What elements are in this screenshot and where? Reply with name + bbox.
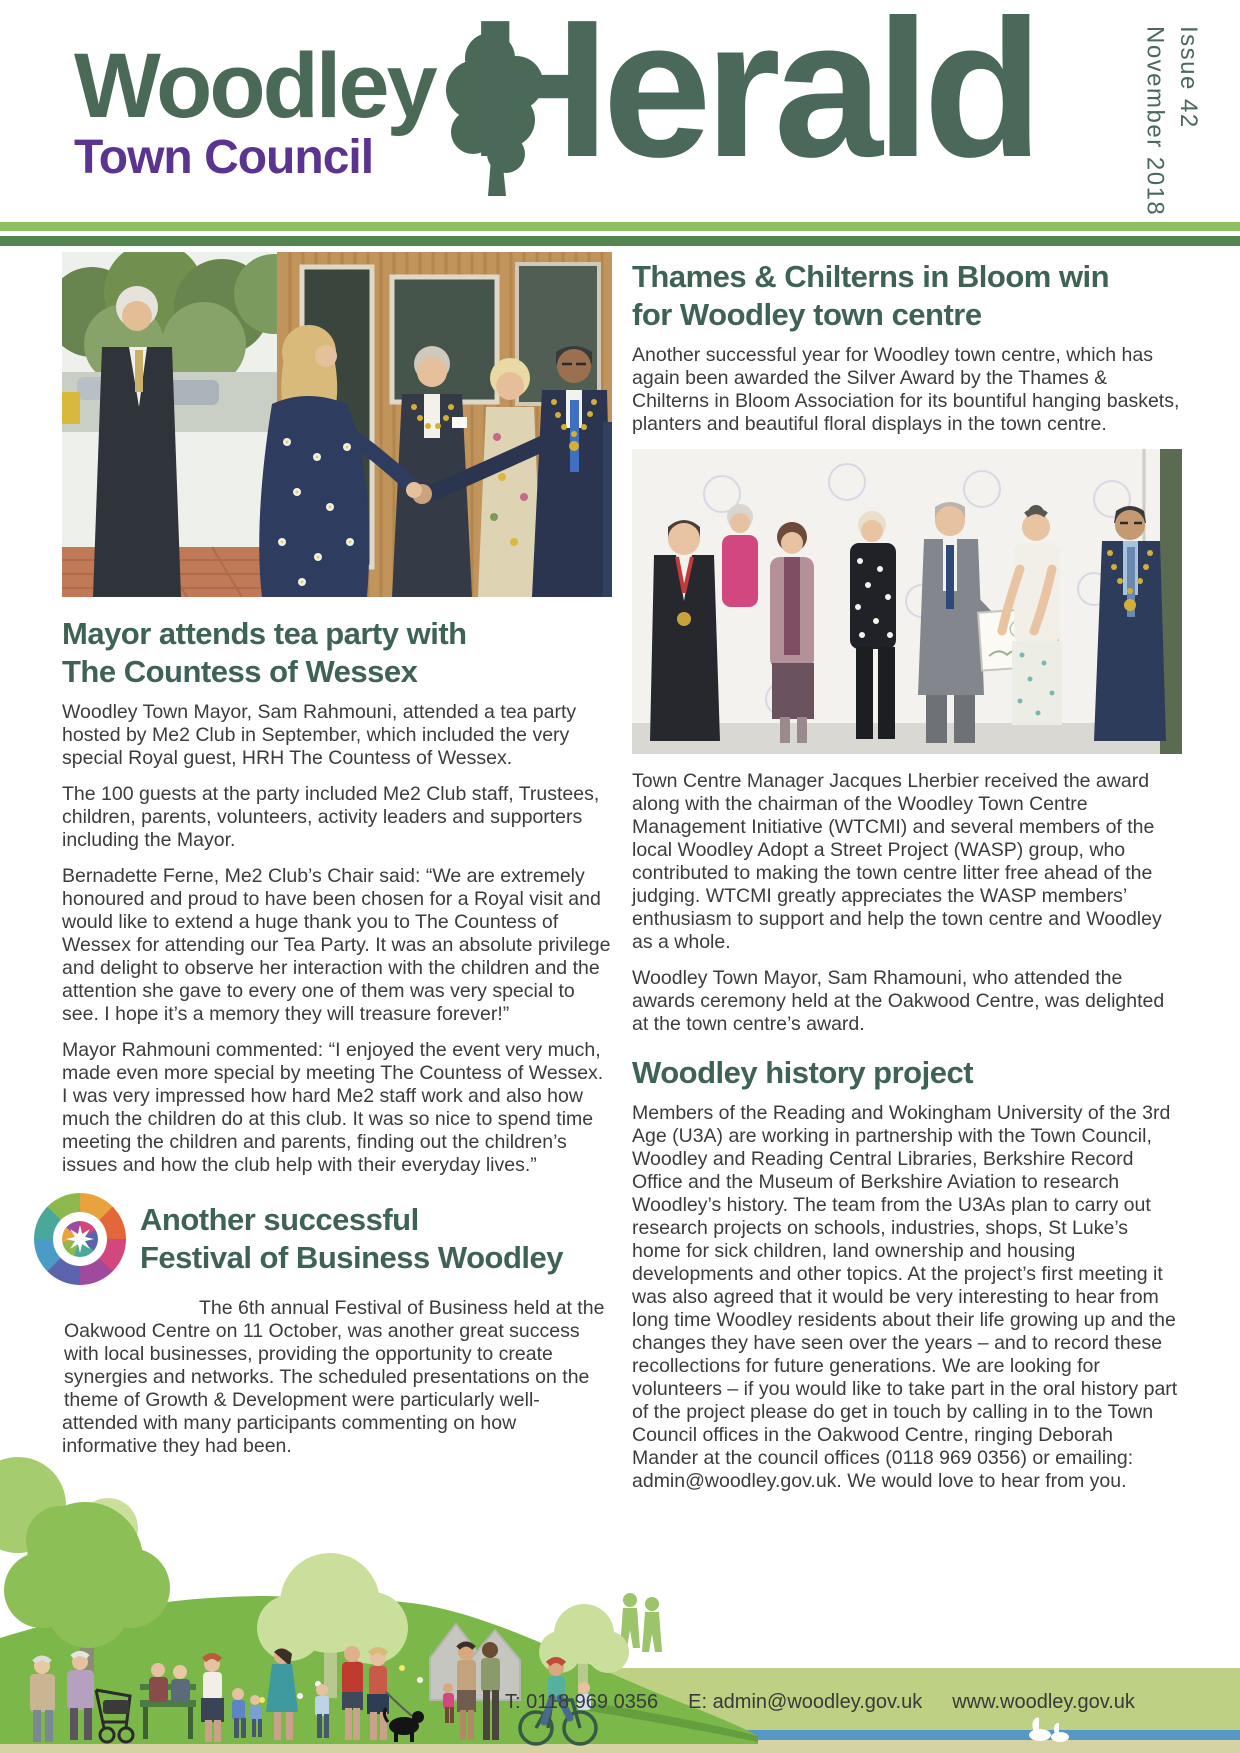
boy-small [315, 1684, 329, 1738]
text-wrap-spacer [94, 1297, 199, 1320]
footer-phone: T: 0118 969 0356 [505, 1691, 659, 1713]
bloom-award-photo [632, 449, 1182, 754]
text-wrap-spacer [64, 1297, 94, 1320]
festival-heading [140, 1201, 563, 1277]
tea-party-heading-line1: Mayor attends tea party with [62, 616, 467, 651]
masthead-title: Herald [468, 0, 1037, 198]
footer-email: E: admin@woodley.gov.uk [688, 1691, 923, 1713]
bloom-heading-line1: Thames & Chilterns in Bloom win [632, 259, 1110, 294]
tea-party-paragraph: The 100 guests at the party included Me2 Club staff, Trustees, children, parents, volunteers, activity leaders and supporters including the Mayor. [62, 783, 600, 851]
star-icon [62, 1221, 98, 1257]
tea-party-paragraph: Bernadette Ferne, Me2 Club’s Chair said: “We are extremely honoured and proud to have been chosen for a Royal visit and would like to extend a huge thank you to The Countess of Wessex for attending our Tea Party. It was an absolute privilege and delight to observe her interaction with the children and the attention she gave to every one of them was very special to see. I hope it’s a memory they will treasure forever!” [62, 865, 611, 1025]
festival-heading-line2: Festival of Business Woodley [140, 1240, 563, 1275]
council-logo [74, 35, 435, 184]
issue-block [1138, 26, 1205, 216]
logo-town-council-text: Town Council [74, 131, 374, 184]
issue-date: November 2018 [1141, 26, 1169, 217]
tea-party-paragraph: Mayor Rahmouni commented: “I enjoyed the event very much, made even more special by meeting The Countess of Wessex. I was very impressed how hard Me2 staff work and also how much the children do at this club. It was so nice to spend time meeting the children and parents, finding out the children’s issues and how the club help with their everyday lives.” [62, 1039, 604, 1176]
history-heading: Woodley history project [632, 1055, 974, 1090]
divider-dark-green [0, 236, 1240, 246]
bloom-paragraph: Another successful year for Woodley town centre, which has again been awarded the Silver Award by the Thames & Chilterns in Bloom Association for its bountiful hanging baskets, planters and beautiful floral displays in the town centre. [632, 344, 1180, 435]
festival-section-header [62, 1193, 612, 1285]
footer-contact-strip [505, 1691, 1135, 1714]
photo-figure-hearts-woman [850, 511, 896, 739]
photo-figure-pink-woman [722, 504, 758, 607]
festival-of-business-logo-icon [34, 1193, 126, 1285]
bloom-heading [632, 258, 1182, 334]
tea-party-paragraph: Woodley Town Mayor, Sam Rahmouni, attended a tea party hosted by Me2 Club in September, which included the very special Royal guest, HRH The Countess of Wessex. [62, 701, 577, 769]
issue-number: Issue 42 [1175, 26, 1203, 129]
left-column [62, 252, 612, 1471]
festival-heading-line1: Another successful [140, 1202, 419, 1237]
logo-woodley-text: Woodley [74, 35, 435, 137]
festival-paragraph: The 6th annual Festival of Business held at the Oakwood Centre on 11 October, was another great success with local businesses, providing the opportunity to create synergies and networks. The scheduled presentations on the theme of Growth & Development were particularly well-attended with many participants commenting on how informative they had been. [62, 1297, 605, 1457]
divider-light-green [0, 222, 1240, 231]
bloom-paragraph: Woodley Town Mayor, Sam Rhamouni, who attended the awards ceremony held at the Oakwood Centre, was delighted at the town centre’s award. [632, 967, 1165, 1035]
bloom-heading-line2: for Woodley town centre [632, 297, 982, 332]
history-paragraph: Members of the Reading and Wokingham University of the 3rd Age (U3A) are working in partnership with the Town Council, Woodley and Reading Central Libraries, Berkshire Record Office and the Museum of Berkshire Aviation to research Woodley’s history. The team from the U3As plan to carry out research projects on schools, industries, shops, St Luke’s home for sick children, land ownership and housing developments and other topics. At the project’s first meeting it was also agreed that it would be very interesting to hear from long time Woodley residents about their life growing up and the changes they have seen over the years – and to record these recollections for future generations. We are looking for volunteers – if you would like to take part in the oral history part of the project please do get in touch by calling in to the Town Council offices in the Oakwood Centre, ringing Deborah Mander at the council offices (0118 969 0356) or emailing: admin@woodley.gov.uk. We would love to hear from you. [632, 1102, 1178, 1492]
bloom-paragraph: Town Centre Manager Jacques Lherbier received the award along with the chairman of the Woodley Town Centre Management Initiative (WTCMI) and several members of the local Woodley Adopt a Street Project (WASP) group, who contributed to making the town centre litter free ahead of the judging. WTCMI greatly appreciates the WASP members’ enthusiasm to support and help the town centre and Woodley as a whole. [632, 770, 1162, 953]
footer-website: www.woodley.gov.uk [952, 1691, 1135, 1713]
tea-party-heading [62, 615, 612, 691]
right-column [632, 252, 1182, 1506]
tea-party-photo [62, 252, 612, 597]
tea-party-heading-line2: The Countess of Wessex [62, 654, 418, 689]
photo-figure-mayor-chain [1094, 506, 1166, 741]
photo-figure-right-edge [603, 422, 612, 597]
